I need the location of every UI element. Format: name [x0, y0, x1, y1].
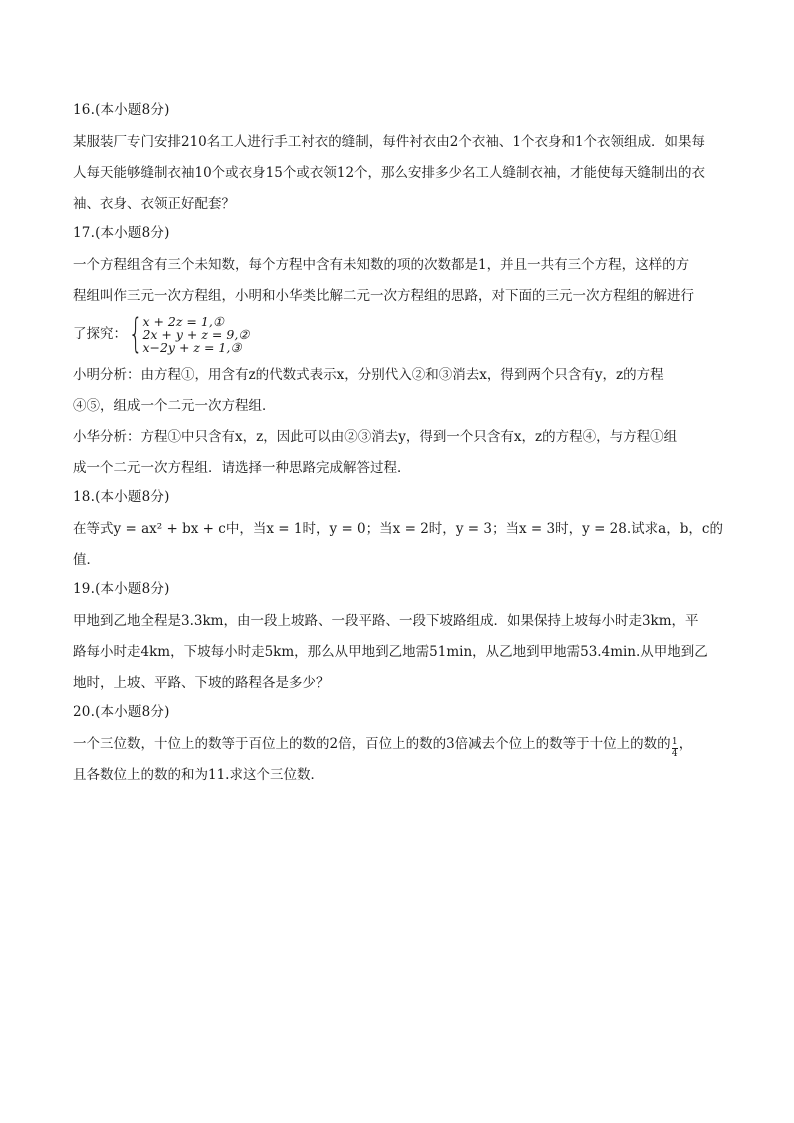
question-18 [73, 487, 723, 576]
question-header: 18.(本小题8分) [73, 489, 170, 505]
equation-2: 2x + y + z = 9,② [142, 326, 250, 342]
fraction [672, 738, 678, 759]
question-text-line: 路每小时走4km，下坡每小时走5km，那么从甲地到乙地需51min，从乙地到甲地需53.4min.从甲地到乙 [73, 644, 708, 660]
question-text-line [73, 729, 723, 760]
question-text-line: 甲地到乙地全程是3.3km，由一段上坡路、一段平路、一段下坡路组成．如果保持上坡每小时走3km，平 [73, 613, 699, 629]
text-segment: 一个三位数，十位上的数等于百位上的数的2倍，百位上的数的3倍减去个位上的数等于十位上的数的 [73, 736, 671, 752]
question-text-line: 袖、衣身、衣领正好配套？ [73, 196, 235, 212]
question-header: 17.(本小题8分) [73, 225, 170, 241]
question-header: 19.(本小题8分) [73, 581, 170, 597]
question-text-line: 小华分析：方程①中只含有x，z，因此可以由②③消去y，得到一个只含有x，z的方程④，与方程①组 [73, 429, 678, 445]
question-text-line: 地时，上坡、平路、下坡的路程各是多少？ [73, 675, 330, 691]
question-text-line: ④⑤，组成一个二元一次方程组． [73, 398, 276, 414]
question-19 [73, 579, 723, 699]
document-page [73, 100, 723, 791]
question-text-line: 在等式y = ax² + bx + c中，当x = 1时，y = 0；当x = 2时，y = 3；当x = 3时，y = 28.试求a，b，c的值． [73, 521, 723, 568]
text-segment: ， [678, 736, 693, 752]
question-text-line: 一个方程组含有三个未知数，每个方程中含有未知数的项的次数都是1，并且一共有三个方程，这样的方 [73, 257, 690, 273]
equation-list [142, 315, 249, 354]
question-text-line: 程组叫作三元一次方程组，小明和小华类比解二元一次方程组的思路，对下面的三元一次方程组的解进行 [73, 288, 694, 304]
question-20 [73, 702, 723, 791]
question-header: 16.(本小题8分) [73, 102, 170, 118]
question-text-line: 小明分析：由方程①，用含有z的代数式表示x，分别代入②和③消去x，得到两个只含有y，z的方程 [73, 367, 664, 383]
left-brace-icon: { [128, 311, 143, 357]
question-text-line: 某服装厂专门安排210名工人进行手工衬衣的缝制，每件衬衣由2个衣袖、1个衣身和1个衣领组成．如果每 [73, 134, 706, 150]
system-label: 了探究： [73, 326, 127, 342]
question-16 [73, 100, 723, 220]
fraction-denominator: 4 [671, 749, 678, 759]
equation-system [73, 311, 723, 357]
question-header: 20.(本小题8分) [73, 704, 170, 720]
question-17 [73, 223, 723, 484]
fraction-numerator: 1 [671, 737, 678, 747]
question-text-line: 人每天能够缝制衣袖10个或衣身15个或衣领12个，那么安排多少名工人缝制衣袖，才能使每天缝制出的衣 [73, 165, 706, 181]
question-text-line: 且各数位上的数的和为11.求这个三位数． [73, 767, 324, 783]
question-text-line: 成一个二元一次方程组．请选择一种思路完成解答过程． [73, 460, 411, 476]
equation-1: x + 2z = 1,① [142, 313, 225, 329]
equation-3: x−2y + z = 1,③ [142, 339, 242, 355]
